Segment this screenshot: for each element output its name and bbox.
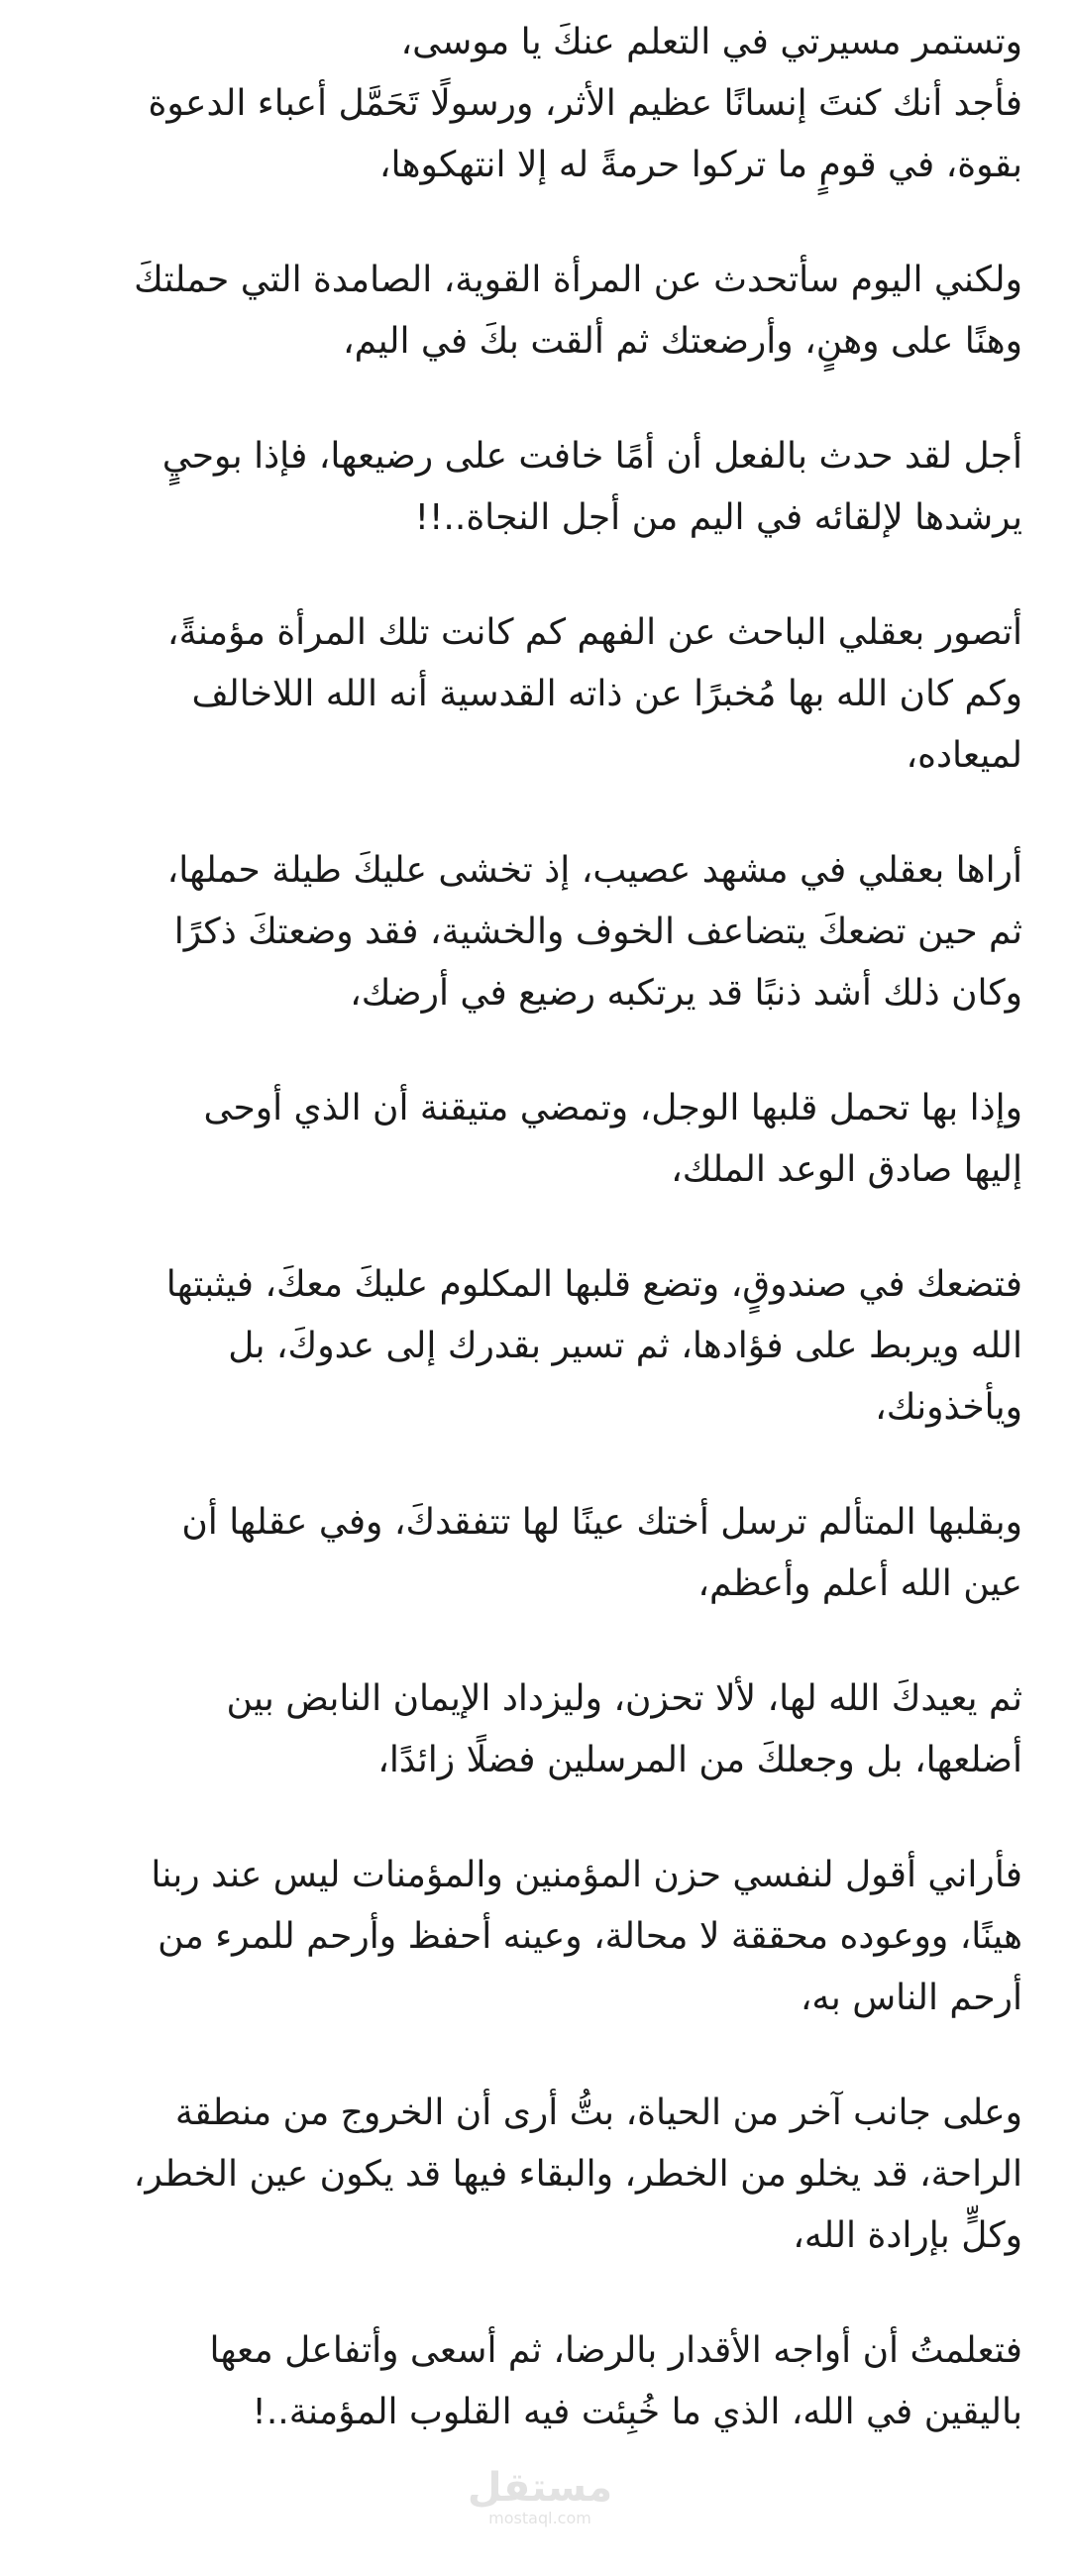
paragraph-line: يرشدها لإلقائه في اليم من أجل النجاة..!! — [414, 497, 1022, 538]
paragraph-line: ثم يعيدكَ الله لها، لألا تحزن، وليزداد الإيمان النابض بين — [226, 1678, 1022, 1719]
paragraph-line: فتضعك في صندوقٍ، وتضع قلبها المكلوم عليكَ معكَ، فيثبتها — [165, 1264, 1022, 1305]
paragraph-line: أرحم الناس به، — [800, 1978, 1022, 2018]
paragraph-line: فتعلمتُ أن أواجه الأقدار بالرضا، ثم أسعى وأتفاعل معها — [209, 2330, 1022, 2371]
paragraph-line: هينًا، ووعوده محققة لا محالة، وعينه أحفظ وأرحم للمرء من — [158, 1916, 1022, 1957]
paragraph-line: وإذا بها تحمل قلبها الوجل، وتمضي متيقنة أن الذي أوحى — [203, 1088, 1022, 1128]
paragraph-line: فأجد أنك كنتَ إنسانًا عظيم الأثر، ورسولًا تَحَمَّل أعباء الدعوة — [148, 83, 1022, 124]
paragraph — [40, 840, 1022, 1024]
paragraph — [40, 1492, 1022, 1615]
paragraph-line: وكان ذلك أشد ذنبًا قد يرتكبه رضيع في أرضك، — [350, 973, 1022, 1014]
paragraph-line: الله ويربط على فؤادها، ثم تسير بقدرك إلى عدوكَ، بل — [228, 1326, 1022, 1366]
paragraph-line: وهنًا على وهنٍ، وأرضعتك ثم ألقت بكَ في اليم، — [343, 321, 1022, 362]
paragraph — [40, 1078, 1022, 1201]
paragraph-line: بقوة، في قومٍ ما تركوا حرمةً له إلا انتهكوها، — [378, 145, 1022, 185]
paragraph — [40, 1668, 1022, 1791]
paragraph-line: ولكني اليوم سأتحدث عن المرأة القوية، الصامدة التي حملتكَ — [134, 260, 1022, 300]
paragraph-line: ثم حين تضعكَ يتضاعف الخوف والخشية، فقد وضعتكَ ذكرًا — [173, 912, 1022, 952]
paragraph-line: أضلعها، بل وجعلكَ من المرسلين فضلًا زائدًا، — [377, 1740, 1022, 1780]
paragraph — [40, 12, 1022, 196]
paragraph-line: وكم كان الله بها مُخبرًا عن ذاته القدسية أنه الله اللاخالف — [191, 674, 1022, 714]
paragraph-line: وبقلبها المتألم ترسل أختك عينًا لها تتفقدكَ، وفي عقلها أن — [181, 1502, 1022, 1543]
paragraph — [40, 1845, 1022, 2029]
paragraph — [40, 602, 1022, 787]
paragraph-line: وعلى جانب آخر من الحياة، بتُّ أرى أن الخروج من منطقة — [174, 2093, 1022, 2133]
paragraph-line: ويأخذونك، — [875, 1387, 1022, 1428]
paragraph — [40, 250, 1022, 373]
paragraph — [40, 2083, 1022, 2267]
paragraph-line: إليها صادق الوعد الملك، — [671, 1149, 1022, 1190]
paragraph-line: لميعاده، — [906, 735, 1022, 776]
paragraph — [40, 1254, 1022, 1439]
paragraph-line: عين الله أعلم وأعظم، — [697, 1563, 1022, 1604]
watermark-text-en: mostaql.com — [488, 2509, 591, 2527]
paragraph — [40, 426, 1022, 549]
paragraph — [40, 2320, 1022, 2443]
paragraph-line: فأراني أقول لنفسي حزن المؤمنين والمؤمنات ليس عند ربنا — [151, 1855, 1022, 1895]
paragraph-line: وكلٍّ بإرادة الله، — [793, 2215, 1022, 2256]
paragraph-line: الراحة، قد يخلو من الخطر، والبقاء فيها قد يكون عين الخطر، — [133, 2154, 1022, 2195]
paragraph-line: باليقين في الله، الذي ما خُبِئت فيه القلوب المؤمنة..! — [252, 2392, 1022, 2432]
paragraph-line: أراها بعقلي في مشهد عصيب، إذ تخشى عليكَ طيلة حملها، — [166, 850, 1022, 891]
paragraph-line: وتستمر مسيرتي في التعلم عنكَ يا موسى، — [400, 22, 1022, 62]
watermark-text-ar: مستقل — [467, 2465, 613, 2511]
paragraph-line: أجل لقد حدث بالفعل أن أمًا خافت على رضيعها، فإذا بوحيٍ — [161, 436, 1022, 477]
paragraph-line: أتصور بعقلي الباحث عن الفهم كم كانت تلك المرأة مؤمنةً، — [166, 612, 1022, 653]
